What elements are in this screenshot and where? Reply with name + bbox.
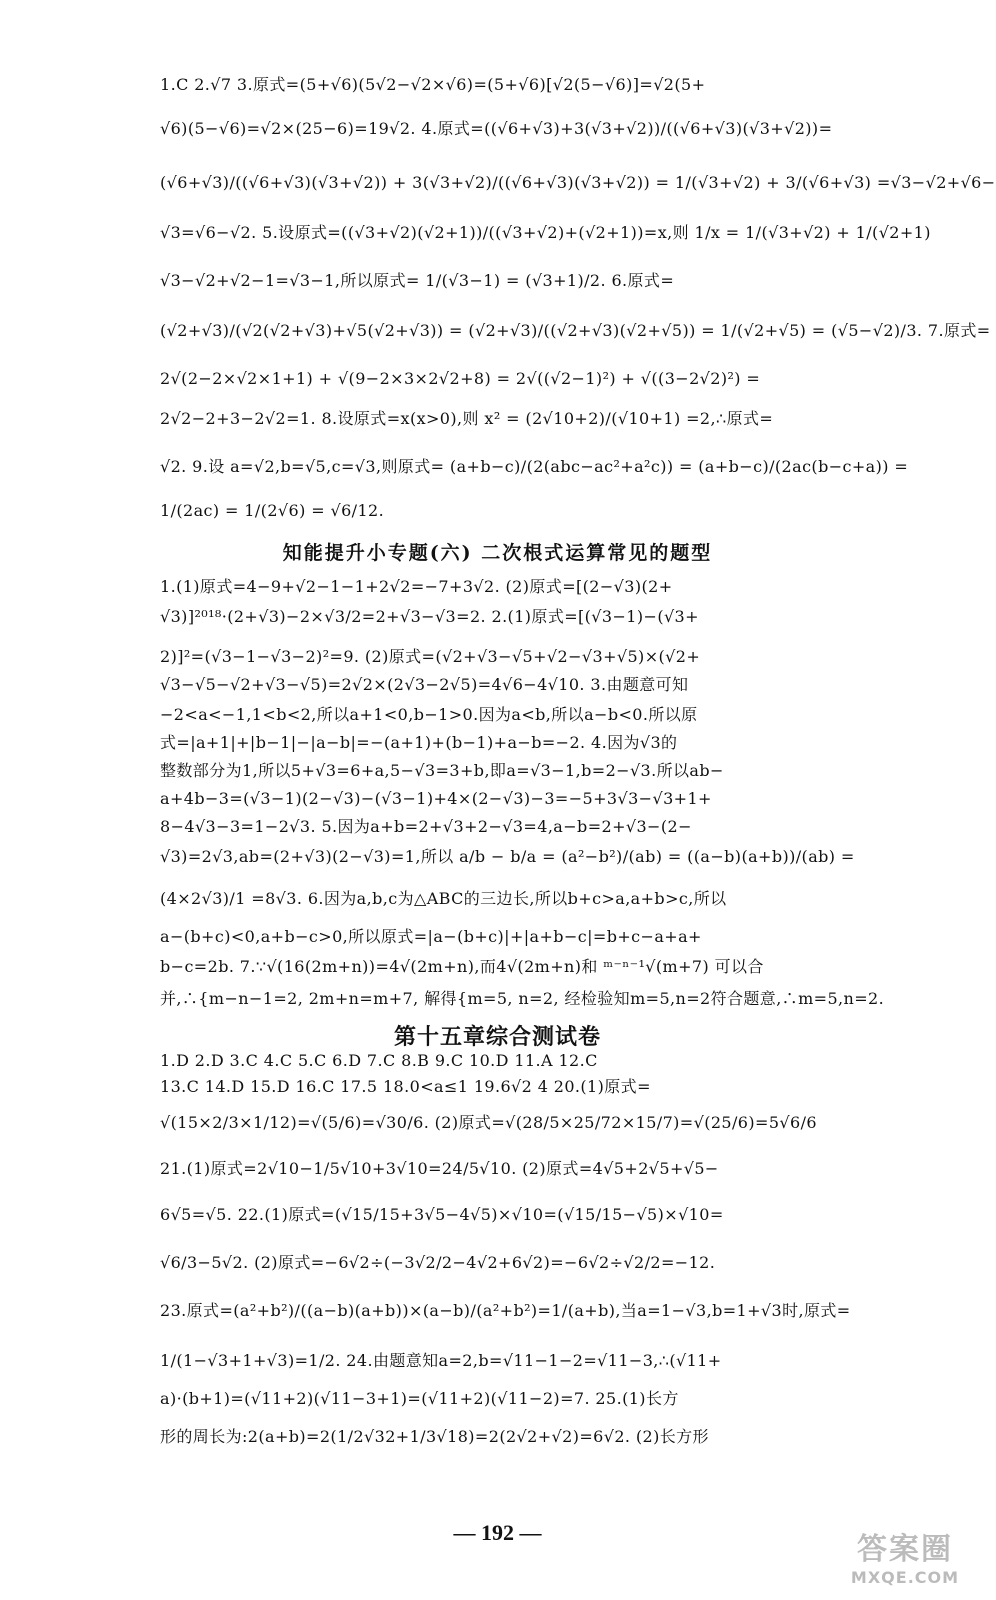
answer-line: a−(b+c)<0,a+b−c>0,所以原式=|a−(b+c)|+|a+b−c|=b+c−a+a+ (160, 927, 702, 946)
watermark-logo (835, 1520, 975, 1590)
answer-line: −2<a<−1,1<b<2,所以a+1<0,b−1>0.因为a<b,所以a−b<0.所以原 (160, 705, 698, 724)
answer-line: √3)]²⁰¹⁸·(2+√3)−2×√3/2=2+√3−√3=2. 2.(1)原式=[(√3−1)−(√3+ (160, 607, 699, 626)
watermark-logo-text: 答案圈 (857, 1531, 953, 1567)
watermark-url: MXQE.COM (850, 1567, 960, 1587)
answer-line: (√6+√3)/((√6+√3)(√3+√2)) + 3(√3+√2)/((√6+√3)(√3+√2)) = 1/(√3+√2) + 3/(√6+√3) =√3−√2+√6− (160, 173, 996, 192)
answer-line: √3−√2+√2−1=√3−1,所以原式= 1/(√3−1) = (√3+1)/2. 6.原式= (160, 271, 675, 290)
answer-line: √3)=2√3,ab=(2+√3)(2−√3)=1,所以 a/b − b/a = (a²−b²)/(ab) = ((a−b)(a+b))/(ab) = (160, 847, 855, 866)
answer-line: √6/3−5√2. (2)原式=−6√2÷(−3√2/2−4√2+6√2)=−6√2÷√2/2=−12. (160, 1253, 716, 1272)
answer-line: 2√(2−2×√2×1+1) + √(9−2×3×2√2+8) = 2√((√2−1)²) + √((3−2√2)²) = (160, 369, 761, 388)
answer-line: 整数部分为1,所以5+√3=6+a,5−√3=3+b,即a=√3−1,b=2−√3.所以ab− (160, 761, 724, 780)
answer-line: √3=√6−√2. 5.设原式=((√3+√2)(√2+1))/((√3+√2)+(√2+1))=x,则 1/x = 1/(√3+√2) + 1/(√2+1) (160, 223, 931, 242)
answer-line: 1/(1−√3+1+√3)=1/2. 24.由题意知a=2,b=√11−1−2=√11−3,∴(√11+ (160, 1351, 722, 1370)
answer-line: 23.原式=(a²+b²)/((a−b)(a+b))×(a−b)/(a²+b²)=1/(a+b),当a=1−√3,b=1+√3时,原式= (160, 1301, 851, 1320)
chapter-heading: 第十五章综合测试卷 (393, 1025, 601, 1050)
answer-line: 1.C 2.√7 3.原式=(5+√6)(5√2−√2×√6)=(5+√6)[√2(5−√6)]=√2(5+ (160, 75, 706, 94)
answer-line: 并,∴{m−n−1=2, 2m+n=m+7, 解得{m=5, n=2, 经检验知m=5,n=2符合题意,∴m=5,n=2. (160, 989, 885, 1008)
answer-line: 13.C 14.D 15.D 16.C 17.5 18.0<a≤1 19.6√2 4 20.(1)原式= (160, 1077, 651, 1096)
answer-line: 6√5=√5. 22.(1)原式=(√15/15+3√5−4√5)×√10=(√15/15−√5)×√10= (160, 1205, 724, 1224)
answer-line: √3−√5−√2+√3−√5)=2√2×(2√3−2√5)=4√6−4√10. 3.由题意可知 (160, 675, 689, 694)
answer-line: (√2+√3)/(√2(√2+√3)+√5(√2+√3)) = (√2+√3)/((√2+√3)(√2+√5)) = 1/(√2+√5) = (√5−√2)/3. 7.原式= (160, 321, 991, 340)
answer-line: a)·(b+1)=(√11+2)(√11−3+1)=(√11+2)(√11−2)=7. 25.(1)长方 (160, 1389, 679, 1408)
answer-line: 式=|a+1|+|b−1|−|a−b|=−(a+1)+(b−1)+a−b=−2. 4.因为√3的 (160, 733, 678, 752)
answer-line: 1.(1)原式=4−9+√2−1−1+2√2=−7+3√2. (2)原式=[(2−√3)(2+ (160, 577, 673, 596)
answer-line: 2√2−2+3−2√2=1. 8.设原式=x(x>0),则 x² = (2√10+2)/(√10+1) =2,∴原式= (160, 409, 774, 428)
answer-line: 21.(1)原式=2√10−1/5√10+3√10=24/5√10. (2)原式=4√5+2√5+√5− (160, 1159, 719, 1178)
answer-line: 1.D 2.D 3.C 4.C 5.C 6.D 7.C 8.B 9.C 10.D 11.A 12.C (160, 1051, 598, 1070)
answer-line: √(15×2/3×1/12)=√(5/6)=√30/6. (2)原式=√(28/5×25/72×15/7)=√(25/6)=5√6/6 (160, 1113, 817, 1132)
answer-line: 1/(2ac) = 1/(2√6) = √6/12. (160, 501, 385, 520)
answer-line: (4×2√3)/1 =8√3. 6.因为a,b,c为△ABC的三边长,所以b+c>a,a+b>c,所以 (160, 889, 727, 908)
page-number: — 192 — (453, 1520, 542, 1545)
answer-line: 形的周长为:2(a+b)=2(1/2√32+1/3√18)=2(2√2+√2)=6√2. (2)长方形 (160, 1427, 709, 1446)
answer-line: b−c=2b. 7.∵√(16(2m+n))=4√(2m+n),而4√(2m+n)和 ᵐ⁻ⁿ⁻¹√(m+7) 可以合 (160, 957, 764, 976)
answer-line: √6)(5−√6)=√2×(25−6)=19√2. 4.原式=((√6+√3)+3(√3+√2))/((√6+√3)(√3+√2))= (160, 119, 833, 138)
answer-line: a+4b−3=(√3−1)(2−√3)−(√3−1)+4×(2−√3)−3=−5+3√3−√3+1+ (160, 789, 712, 808)
answer-line: 8−4√3−3=1−2√3. 5.因为a+b=2+√3+2−√3=4,a−b=2+√3−(2− (160, 817, 692, 836)
section-heading: 知能提升小专题(六) 二次根式运算常见的题型 (282, 542, 713, 564)
answer-line: 2)]²=(√3−1−√3−2)²=9. (2)原式=(√2+√3−√5+√2−√3+√5)×(√2+ (160, 647, 701, 666)
answer-line: √2. 9.设 a=√2,b=√5,c=√3,则原式= (a+b−c)/(2(abc−ac²+a²c)) = (a+b−c)/(2ac(b−c+a)) = (160, 457, 909, 476)
